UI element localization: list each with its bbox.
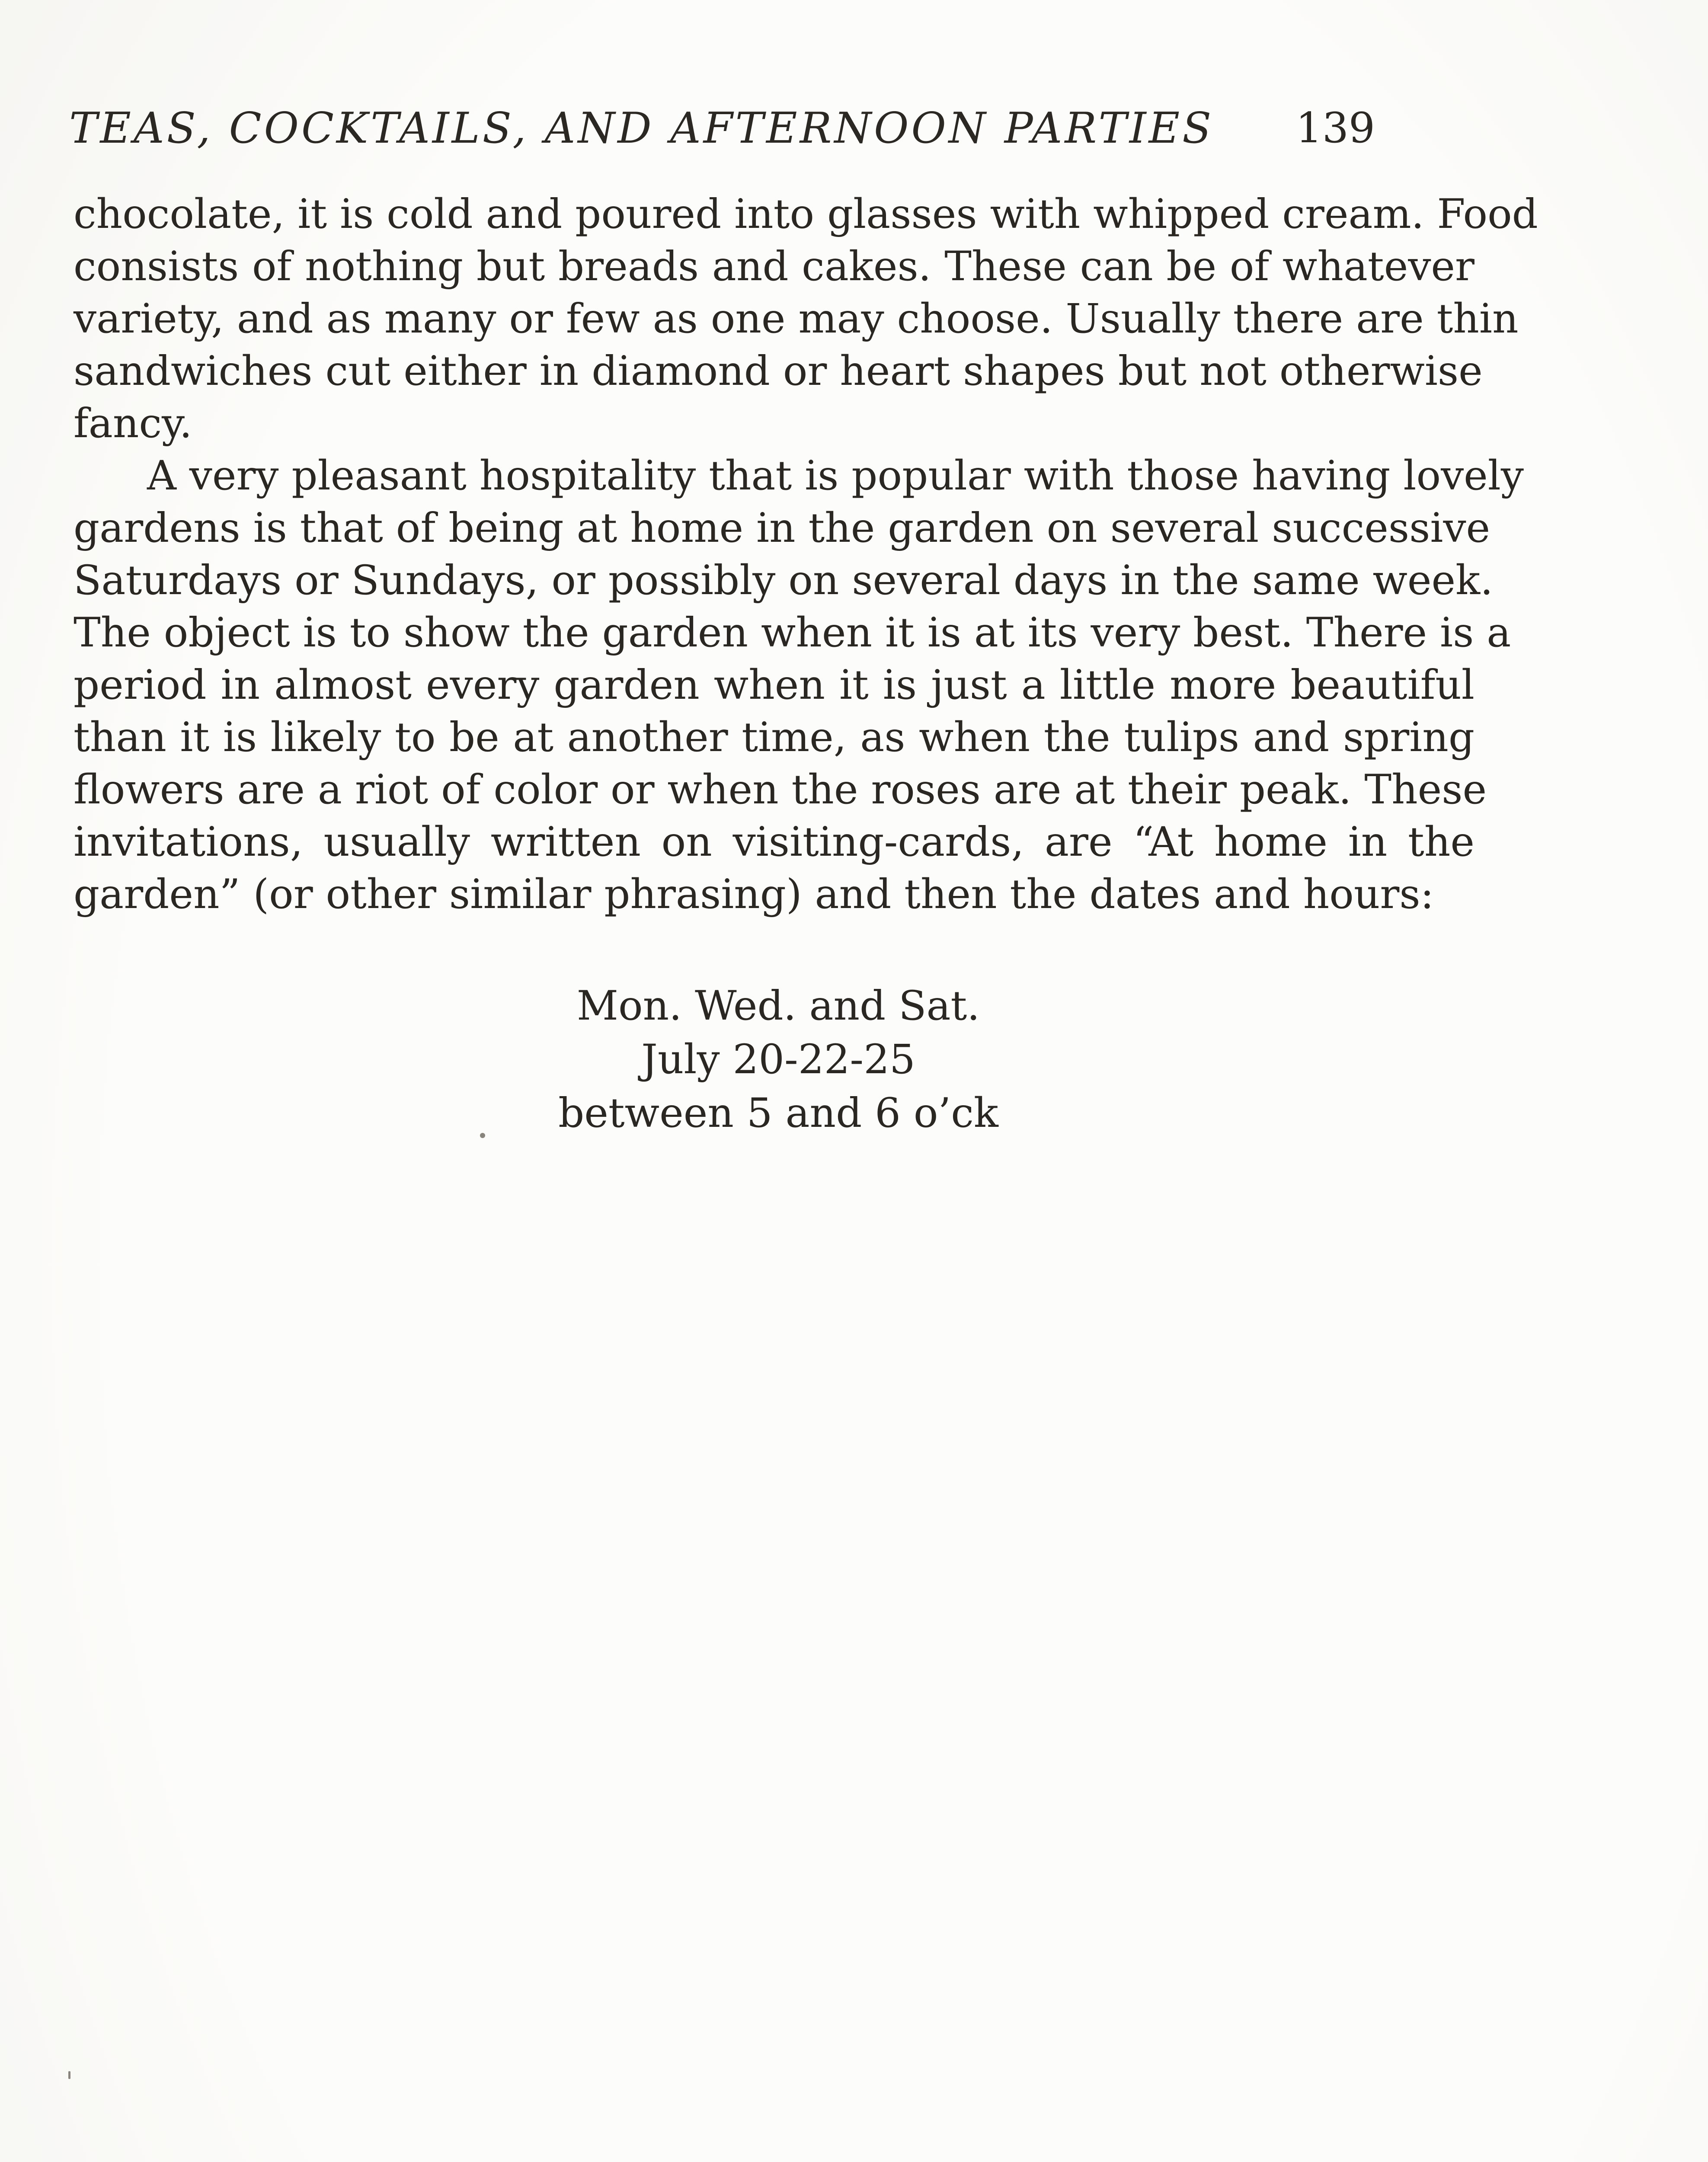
paper-speck <box>480 1133 485 1138</box>
text-line: variety, and as many or few as one may choose. Usually there are thin <box>74 295 1519 342</box>
body-text <box>74 188 1538 921</box>
text-line: period in almost every garden when it is just a little more beautiful <box>74 662 1475 709</box>
text-line: fancy. <box>74 400 192 447</box>
invitation-hours: between 5 and 6 o’ck <box>558 1090 998 1137</box>
text-line: sandwiches cut either in diamond or heart shapes but not otherwise <box>74 348 1483 395</box>
text-line: A very pleasant hospitality that is popular with those having lovely <box>147 452 1524 499</box>
paragraph-garden-at-home <box>74 450 1524 921</box>
invitation-example <box>476 979 1081 1140</box>
page-number: 139 <box>1295 104 1375 152</box>
text-line: flowers are a riot of color or when the roses are at their peak. These <box>74 766 1487 813</box>
invitation-dates: July 20-22-25 <box>641 1036 915 1083</box>
text-line: gardens is that of being at home in the garden on several successive <box>74 505 1491 552</box>
text-line: consists of nothing but breads and cakes. These can be of whatever <box>74 243 1475 290</box>
running-title: TEAS, COCKTAILS, AND AFTERNOON PARTIES <box>69 104 1214 153</box>
text-line: chocolate, it is cold and poured into glasses with whipped cream. Food <box>74 191 1538 238</box>
text-line: Saturdays or Sundays, or possibly on several days in the same week. <box>74 557 1494 604</box>
paper-speck <box>68 2071 70 2079</box>
invitation-days: Mon. Wed. and Sat. <box>576 982 980 1030</box>
text-line: garden” (or other similar phrasing) and then the dates and hours: <box>74 871 1434 918</box>
running-head <box>69 104 1375 173</box>
text-line: than it is likely to be at another time, as when the tulips and spring <box>74 714 1475 761</box>
text-line: The object is to show the garden when it is at its very best. There is a <box>74 609 1511 656</box>
paragraph-continued <box>74 188 1538 450</box>
text-line: invitations, usually written on visiting-cards, are “At home in the <box>74 819 1475 866</box>
